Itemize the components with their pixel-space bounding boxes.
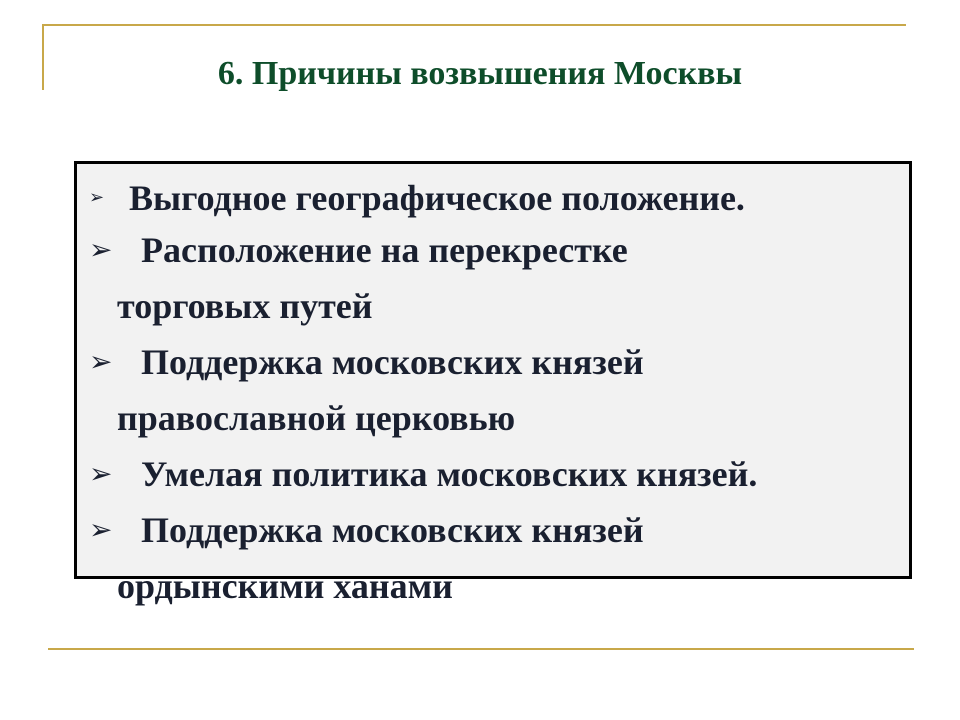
list-item [89, 502, 889, 614]
list-item [89, 222, 889, 334]
bottom-rule [48, 648, 914, 650]
list-item [89, 174, 889, 222]
arrow-bullet-icon: ➢ [89, 187, 105, 208]
arrow-bullet-icon: ➢ [89, 457, 113, 490]
arrow-bullet-icon: ➢ [89, 345, 113, 378]
list-item-text: Умелая политика московских князей. [141, 454, 758, 494]
list-item-line: ордынскими ханами [117, 566, 453, 606]
list-item-text: Выгодное географическое положение. [129, 178, 745, 218]
list-item [89, 334, 889, 446]
arrow-bullet-icon: ➢ [89, 233, 113, 266]
slide-title: 6. Причины возвышения Москвы [217, 55, 743, 92]
reasons-box [74, 161, 912, 606]
list-item-line: Поддержка московских князей [141, 510, 644, 550]
arrow-bullet-icon: ➢ [89, 513, 113, 546]
list-item [89, 446, 889, 502]
list-item-line: Расположение на перекрестке [141, 230, 628, 270]
list-item-text [117, 502, 889, 614]
list-item-text [117, 334, 889, 446]
list-item-line: торговых путей [117, 286, 373, 326]
left-rule [42, 24, 44, 90]
list-item-line: Поддержка московских князей [141, 342, 644, 382]
top-rule [42, 24, 906, 26]
list-item-line: православной церковью [117, 398, 516, 438]
list-item-text [117, 222, 889, 334]
